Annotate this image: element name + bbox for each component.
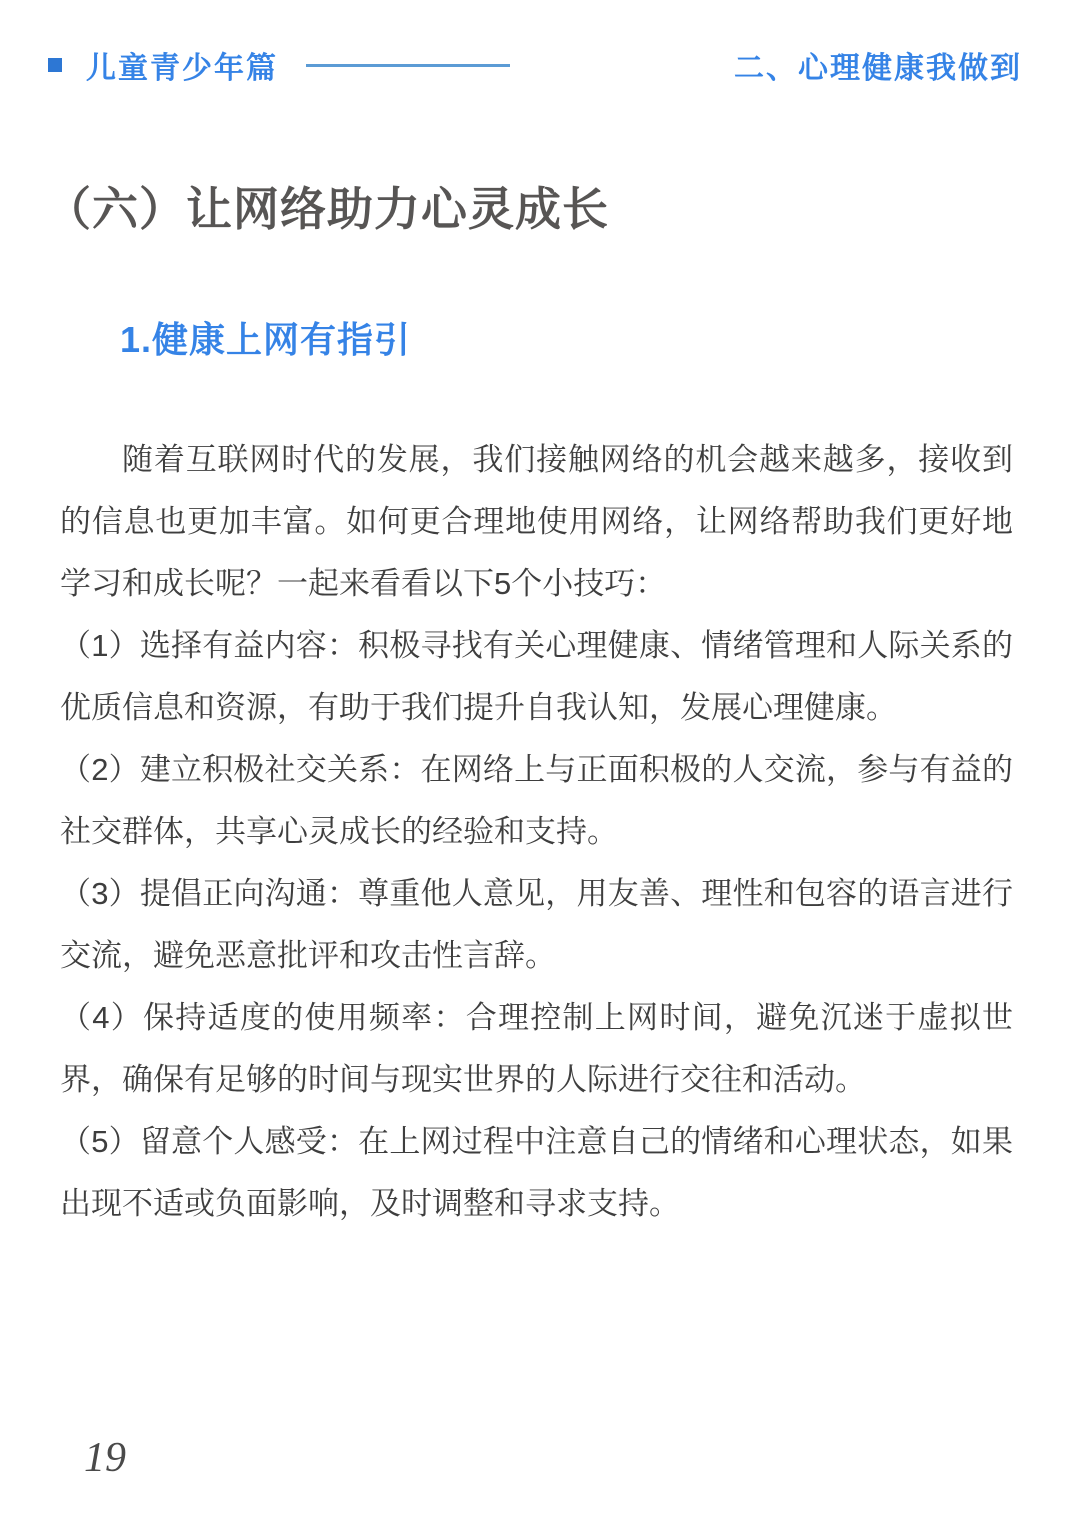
body-paragraph-tip-5: （5）留意个人感受：在上网过程中注意自己的情绪和心理状态，如果出现不适或负面影响，及时调整和寻求支持。: [60, 1124, 1013, 1221]
header-right-label: 二、心理健康我做到: [734, 52, 1022, 85]
body-paragraph-tip-3: （3）提倡正向沟通：尊重他人意见，用友善、理性和包容的语言进行交流，避免恶意批评和攻击性言辞。: [60, 876, 1013, 973]
header-divider-line: [306, 64, 510, 67]
body-paragraph-tip-4: （4）保持适度的使用频率：合理控制上网时间，避免沉迷于虚拟世界，确保有足够的时间与现实世界的人际进行交往和活动。: [60, 1000, 1013, 1097]
header-left-label: 儿童青少年篇: [86, 52, 278, 85]
running-header: [48, 48, 1022, 85]
section-title: （六）让网络助力心灵成长: [45, 183, 609, 235]
header-square-bullet-icon: [48, 58, 62, 72]
body-paragraph-intro: 随着互联网时代的发展，我们接触网络的机会越来越多，接收到的信息也更加丰富。如何更合理地使用网络，让网络帮助我们更好地学习和成长呢？一起来看看以下5个小技巧：: [60, 442, 1013, 601]
body-paragraph-tip-1: （1）选择有益内容：积极寻找有关心理健康、情绪管理和人际关系的优质信息和资源，有助于我们提升自我认知，发展心理健康。: [60, 628, 1013, 725]
page-number: 19: [84, 1435, 126, 1481]
body-text: [60, 429, 1013, 1235]
body-paragraph-tip-2: （2）建立积极社交关系：在网络上与正面积极的人交流，参与有益的社交群体，共享心灵成长的经验和支持。: [60, 752, 1013, 849]
subsection-title: 1.健康上网有指引: [120, 319, 412, 360]
